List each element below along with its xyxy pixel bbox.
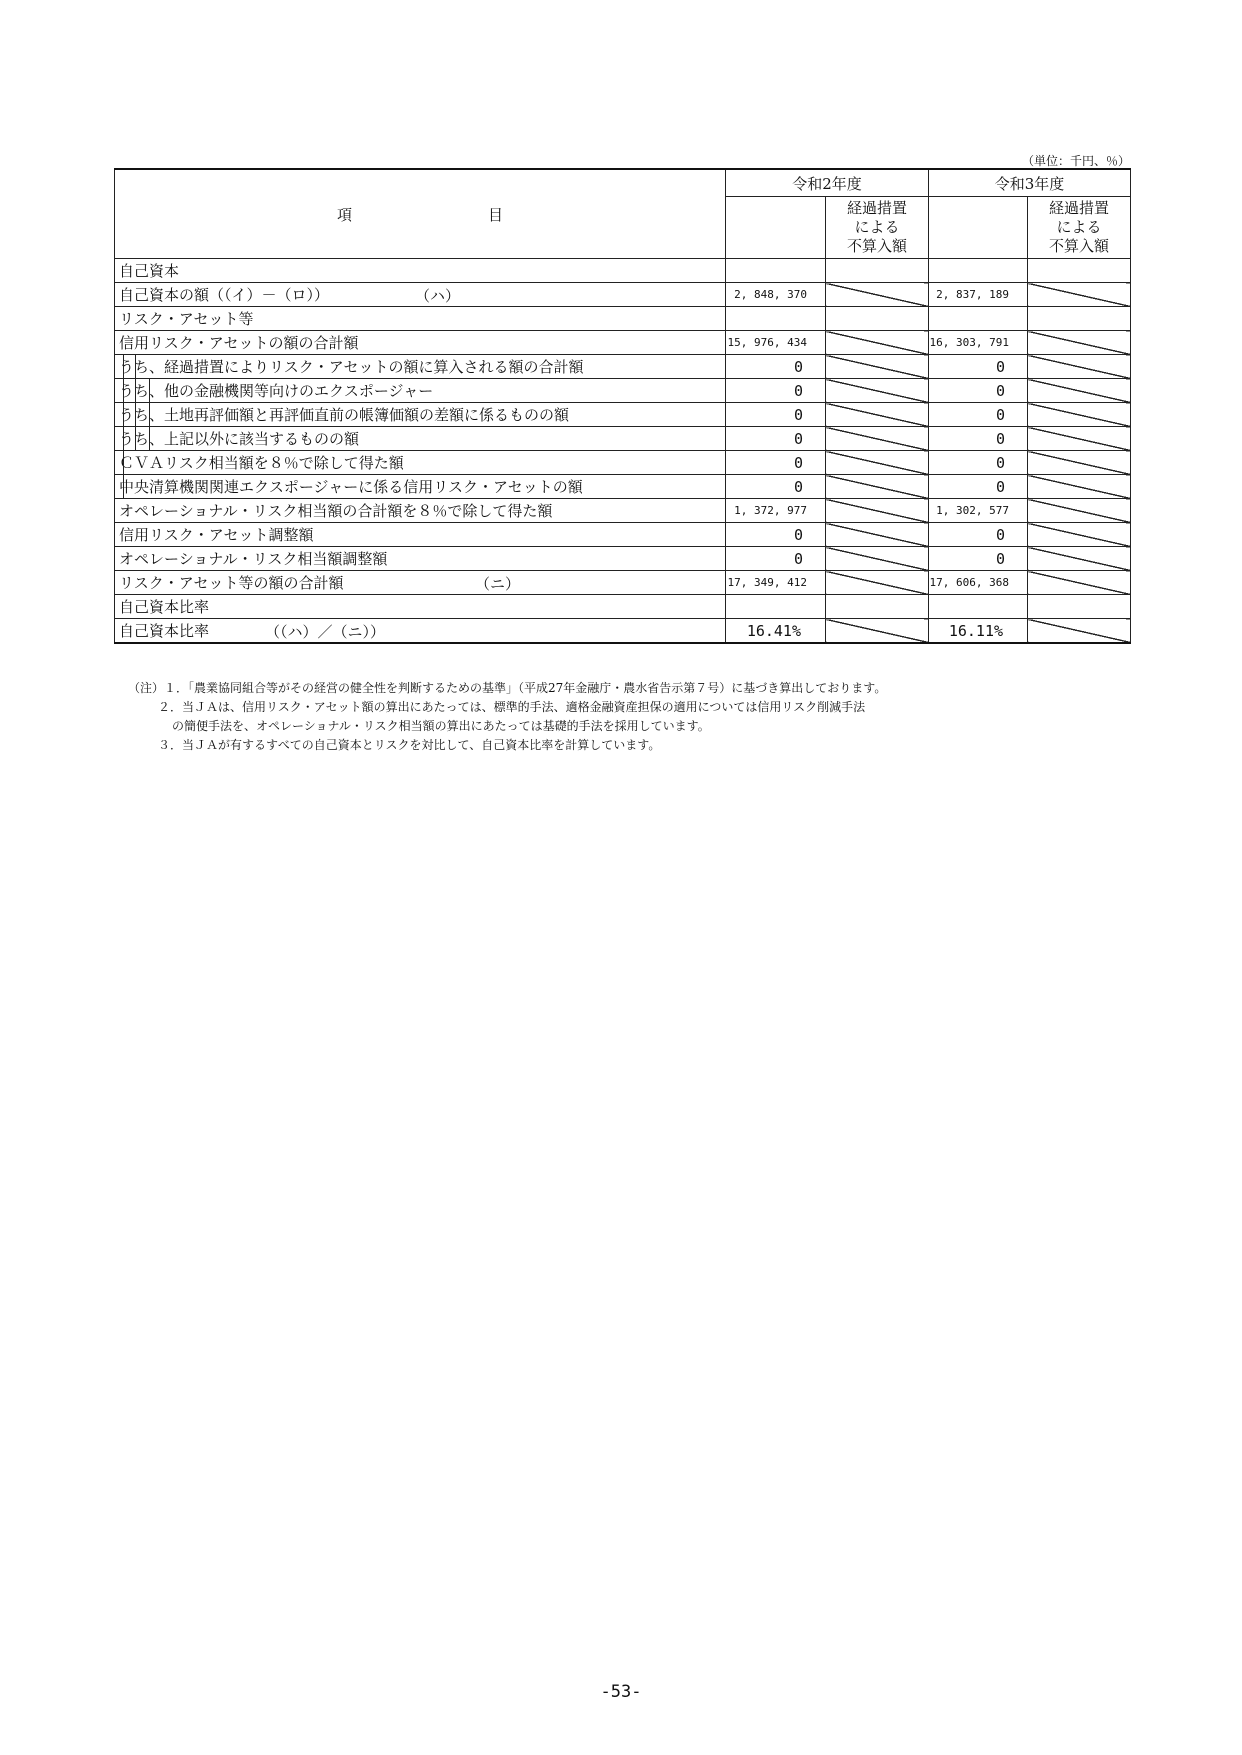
- not-applicable-slash: [1028, 619, 1131, 644]
- table-row: [115, 619, 1131, 644]
- table-row: [115, 547, 1131, 571]
- header-sub-line2: による: [1056, 218, 1102, 236]
- value-year2: 2, 837, 189: [929, 283, 1028, 307]
- row-label: うち、上記以外に該当するものの額: [119, 430, 360, 448]
- row-label: 自己資本の額（（イ）－（ロ））: [119, 286, 330, 304]
- not-applicable-slash: [1028, 523, 1131, 547]
- header-sub-line2: による: [854, 218, 900, 236]
- note-3: ３．当ＪＡが有するすべての自己資本とリスクを対比して、自己資本比率を計算しています。: [158, 738, 661, 752]
- row-label-cell: [115, 283, 726, 307]
- value-year1: 0: [726, 427, 826, 451]
- not-applicable-slash: [826, 619, 929, 644]
- indent-line: [135, 427, 136, 451]
- indent-line: [123, 355, 124, 379]
- value-year1: 0: [726, 451, 826, 475]
- not-applicable-slash: [826, 379, 929, 403]
- row-label-cell: [115, 355, 726, 379]
- table-row: [115, 283, 1131, 307]
- not-applicable-slash: [1028, 403, 1131, 427]
- empty-cell: [726, 307, 826, 331]
- not-applicable-slash: [1028, 475, 1131, 499]
- not-applicable-slash: [1028, 331, 1131, 355]
- row-label-cell: [115, 523, 726, 547]
- value-year2: 16.11%: [929, 619, 1028, 644]
- header-item-right: 目: [488, 205, 504, 224]
- row-label: 信用リスク・アセット調整額: [119, 526, 314, 544]
- table-body: [115, 259, 1131, 644]
- header-year1-amount: [726, 197, 826, 259]
- not-applicable-slash: [1028, 547, 1131, 571]
- header-item: [115, 169, 726, 259]
- header-sub-line3: 不算入額: [1049, 237, 1110, 255]
- table-row: [115, 427, 1131, 451]
- row-label: ＣＶＡリスク相当額を８％で除して得た額: [119, 454, 404, 472]
- value-year2: 0: [929, 523, 1028, 547]
- row-label-cell: [115, 427, 726, 451]
- note-2b: の簡便手法を、オペレーショナル・リスク相当額の算出にあたっては基礎的手法を採用しています。: [172, 719, 710, 733]
- not-applicable-slash: [826, 331, 929, 355]
- row-label: うち、土地再評価額と再評価直前の帳簿価額の差額に係るものの額: [119, 406, 570, 424]
- row-label-cell: [115, 379, 726, 403]
- row-label-cell: [115, 259, 726, 283]
- row-label: うち、経過措置によりリスク・アセットの額に算入される額の合計額: [119, 358, 584, 376]
- not-applicable-slash: [1028, 427, 1131, 451]
- header-sub-line1: 経過措置: [1049, 199, 1110, 217]
- table-row: [115, 403, 1131, 427]
- header-year-1: 令和2年度: [726, 169, 929, 197]
- empty-cell: [929, 595, 1028, 619]
- empty-cell: [726, 595, 826, 619]
- indent-line: [135, 355, 136, 379]
- row-label-cell: [115, 571, 726, 595]
- page-number: -53-: [600, 1682, 642, 1702]
- not-applicable-slash: [826, 355, 929, 379]
- value-year1: 0: [726, 403, 826, 427]
- not-applicable-slash: [826, 547, 929, 571]
- empty-cell: [929, 307, 1028, 331]
- not-applicable-slash: [826, 403, 929, 427]
- row-label: 中央清算機関関連エクスポージャーに係る信用リスク・アセットの額: [119, 478, 583, 496]
- empty-cell: [826, 595, 929, 619]
- indent-line: [123, 403, 124, 427]
- indent-line: [149, 379, 150, 403]
- value-year1: 17, 349, 412: [726, 571, 826, 595]
- table-row: [115, 523, 1131, 547]
- table-row: [115, 595, 1131, 619]
- row-label: 自己資本比率: [119, 598, 210, 616]
- value-year2: 0: [929, 547, 1028, 571]
- empty-cell: [1028, 595, 1131, 619]
- table-row: [115, 307, 1131, 331]
- value-year1: 2, 848, 370: [726, 283, 826, 307]
- indent-line: [149, 427, 150, 451]
- value-year2: 17, 606, 368: [929, 571, 1028, 595]
- row-label: 自己資本比率: [119, 622, 210, 640]
- not-applicable-slash: [1028, 379, 1131, 403]
- row-suffix: （ニ）: [475, 575, 521, 593]
- header-item-left: 項: [336, 205, 352, 224]
- row-label-cell: [115, 499, 726, 523]
- header-year-2: 令和3年度: [929, 169, 1131, 197]
- row-label-cell: [115, 331, 726, 355]
- value-year2: 0: [929, 475, 1028, 499]
- value-year1: 0: [726, 523, 826, 547]
- not-applicable-slash: [1028, 571, 1131, 595]
- indent-line: [123, 427, 124, 451]
- value-year2: 0: [929, 427, 1028, 451]
- table-row: [115, 571, 1131, 595]
- empty-cell: [929, 259, 1028, 283]
- table-row: [115, 475, 1131, 499]
- empty-cell: [1028, 259, 1131, 283]
- notes: [128, 679, 1128, 755]
- row-label-cell: [115, 307, 726, 331]
- header-sub-line1: 経過措置: [847, 199, 908, 217]
- indent-line: [135, 379, 136, 403]
- value-year2: 0: [929, 379, 1028, 403]
- note-2a: ２．当ＪＡは、信用リスク・アセット額の算出にあたっては、標準的手法、適格金融資産担保の適用については信用リスク削減手法: [158, 700, 866, 714]
- row-label-cell: [115, 547, 726, 571]
- unit-note: （単位：千円、％）: [1021, 154, 1130, 168]
- table-row: [115, 259, 1131, 283]
- header-year2-amount: [929, 197, 1028, 259]
- row-label: オペレーショナル・リスク相当額調整額: [119, 550, 388, 568]
- header-year2-transitional: [1028, 197, 1131, 259]
- row-label: 信用リスク・アセットの額の合計額: [119, 334, 359, 352]
- not-applicable-slash: [1028, 499, 1131, 523]
- row-suffix: （（ハ）／（ニ））: [265, 623, 386, 641]
- not-applicable-slash: [826, 427, 929, 451]
- row-label: リスク・アセット等の額の合計額: [119, 574, 344, 592]
- value-year1: 0: [726, 547, 826, 571]
- not-applicable-slash: [826, 571, 929, 595]
- header-sub-line3: 不算入額: [847, 237, 908, 255]
- row-label: オペレーショナル・リスク相当額の合計額を８％で除して得た額: [119, 502, 553, 520]
- value-year1: 15, 976, 434: [726, 331, 826, 355]
- value-year1: 0: [726, 475, 826, 499]
- value-year2: 0: [929, 403, 1028, 427]
- table-row: [115, 499, 1131, 523]
- not-applicable-slash: [826, 283, 929, 307]
- empty-cell: [826, 307, 929, 331]
- value-year1: 1, 372, 977: [726, 499, 826, 523]
- not-applicable-slash: [826, 523, 929, 547]
- value-year1: 0: [726, 379, 826, 403]
- value-year1: 0: [726, 355, 826, 379]
- table-row: [115, 451, 1131, 475]
- not-applicable-slash: [1028, 355, 1131, 379]
- empty-cell: [726, 259, 826, 283]
- row-suffix: （ハ）: [415, 287, 461, 305]
- value-year2: 0: [929, 355, 1028, 379]
- table-row: [115, 379, 1131, 403]
- not-applicable-slash: [826, 451, 929, 475]
- not-applicable-slash: [826, 499, 929, 523]
- table-row: [115, 331, 1131, 355]
- header-row-1: [115, 169, 1131, 197]
- indent-line: [123, 451, 124, 475]
- value-year2: 16, 303, 791: [929, 331, 1028, 355]
- capital-ratio-table: [114, 168, 1131, 644]
- value-year2: 0: [929, 451, 1028, 475]
- indent-line: [149, 403, 150, 427]
- not-applicable-slash: [1028, 283, 1131, 307]
- value-year2: 1, 302, 577: [929, 499, 1028, 523]
- not-applicable-slash: [826, 475, 929, 499]
- row-label-cell: [115, 619, 726, 644]
- row-label-cell: [115, 595, 726, 619]
- empty-cell: [1028, 307, 1131, 331]
- table-row: [115, 355, 1131, 379]
- indent-line: [123, 475, 124, 499]
- row-label: うち、他の金融機関等向けのエクスポージャー: [119, 382, 434, 400]
- indent-line: [135, 403, 136, 427]
- value-year1: 16.41%: [726, 619, 826, 644]
- indent-line: [123, 379, 124, 403]
- row-label: 自己資本: [119, 262, 180, 280]
- row-label-cell: [115, 475, 726, 499]
- note-1: （注）１．「農業協同組合等がその経営の健全性を判断するための基準」（平成27年金融庁・農水省告示第７号）に基づき算出しております。: [128, 681, 887, 695]
- row-label-cell: [115, 451, 726, 475]
- empty-cell: [826, 259, 929, 283]
- row-label: リスク・アセット等: [119, 310, 254, 328]
- row-label-cell: [115, 403, 726, 427]
- not-applicable-slash: [1028, 451, 1131, 475]
- header-year1-transitional: [826, 197, 929, 259]
